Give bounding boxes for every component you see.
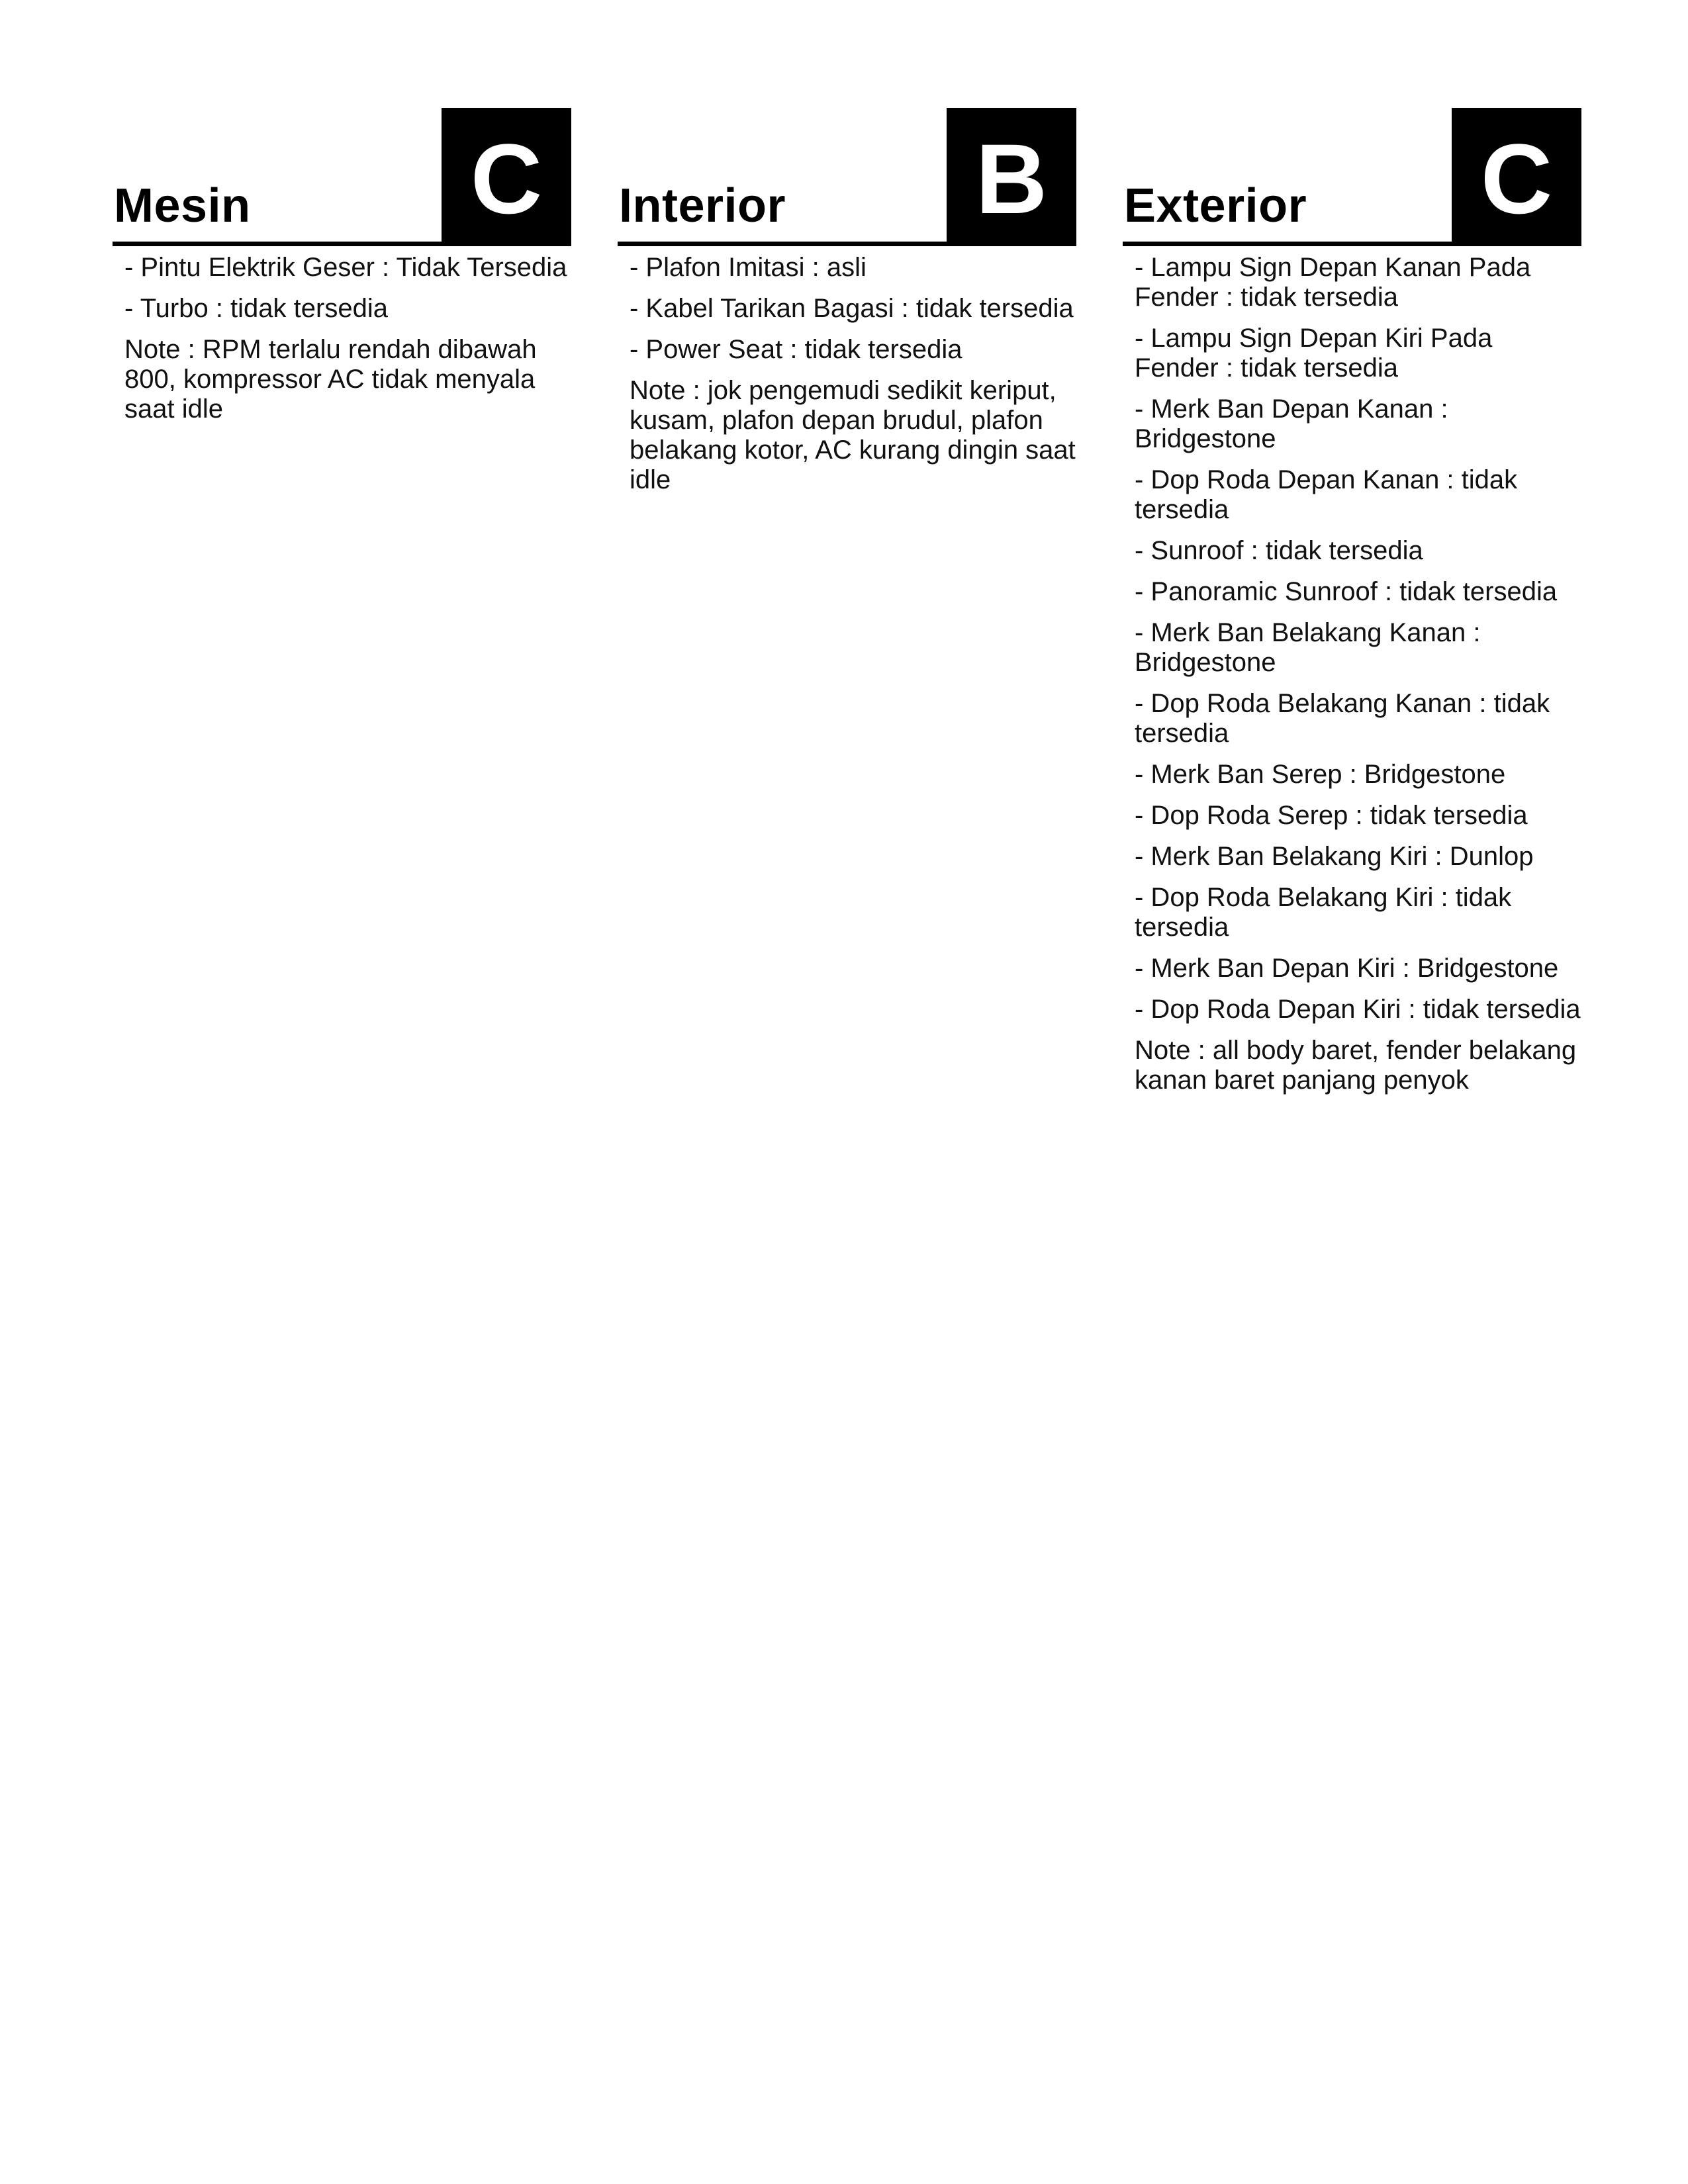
item-list [113,246,571,324]
section-note: Note : all body baret, fender belakang kanan baret panjang penyok [1135,1036,1577,1095]
list-item: - Dop Roda Belakang Kiri : tidak tersedia [1135,883,1512,942]
section-note: Note : jok pengemudi sedikit keriput, kusam, plafon depan brudul, plafon belakang kotor, AC kurang dingin saat idle [630,376,1076,494]
section-exterior [1123,108,1581,1095]
grade-letter: C [470,123,543,234]
section-mesin [113,108,571,1095]
list-item: - Dop Roda Serep : tidak tersedia [1135,801,1528,830]
list-item: - Power Seat : tidak tersedia [630,335,962,364]
inspection-sections [113,108,1581,1095]
list-item: - Merk Ban Belakang Kanan : Bridgestone [1135,618,1481,677]
item-list [1123,246,1581,1024]
list-item: - Pintu Elektrik Geser : Tidak Tersedia [124,253,567,282]
list-item: - Merk Ban Depan Kanan : Bridgestone [1135,394,1448,453]
list-item: - Merk Ban Belakang Kiri : Dunlop [1135,842,1534,871]
grade-letter: B [975,123,1048,234]
list-item: - Kabel Tarikan Bagasi : tidak tersedia [630,294,1074,323]
section-title: Exterior [1124,179,1307,232]
section-header [113,108,571,246]
list-item: - Dop Roda Depan Kiri : tidak tersedia [1135,995,1581,1024]
list-item: - Merk Ban Serep : Bridgestone [1135,760,1506,789]
list-item: - Dop Roda Depan Kanan : tidak tersedia [1135,465,1518,524]
section-note: Note : RPM terlalu rendah dibawah 800, kompressor AC tidak menyala saat idle [124,335,537,424]
list-item: - Lampu Sign Depan Kiri Pada Fender : tidak tersedia [1135,324,1493,383]
section-title: Interior [619,179,786,232]
grade-badge [442,108,571,246]
section-header [1123,108,1581,246]
grade-badge [1452,108,1581,246]
list-item: - Panoramic Sunroof : tidak tersedia [1135,577,1558,606]
section-title: Mesin [114,179,251,232]
section-header [618,108,1076,246]
grade-letter: C [1480,123,1553,234]
list-item: - Plafon Imitasi : asli [630,253,867,282]
list-item: - Turbo : tidak tersedia [124,294,388,323]
list-item: - Sunroof : tidak tersedia [1135,536,1423,565]
item-list [618,246,1076,365]
grade-badge [947,108,1076,246]
section-interior [618,108,1076,1095]
list-item: - Dop Roda Belakang Kanan : tidak tersedia [1135,689,1550,748]
list-item: - Merk Ban Depan Kiri : Bridgestone [1135,954,1559,983]
list-item: - Lampu Sign Depan Kanan Pada Fender : tidak tersedia [1135,253,1531,312]
